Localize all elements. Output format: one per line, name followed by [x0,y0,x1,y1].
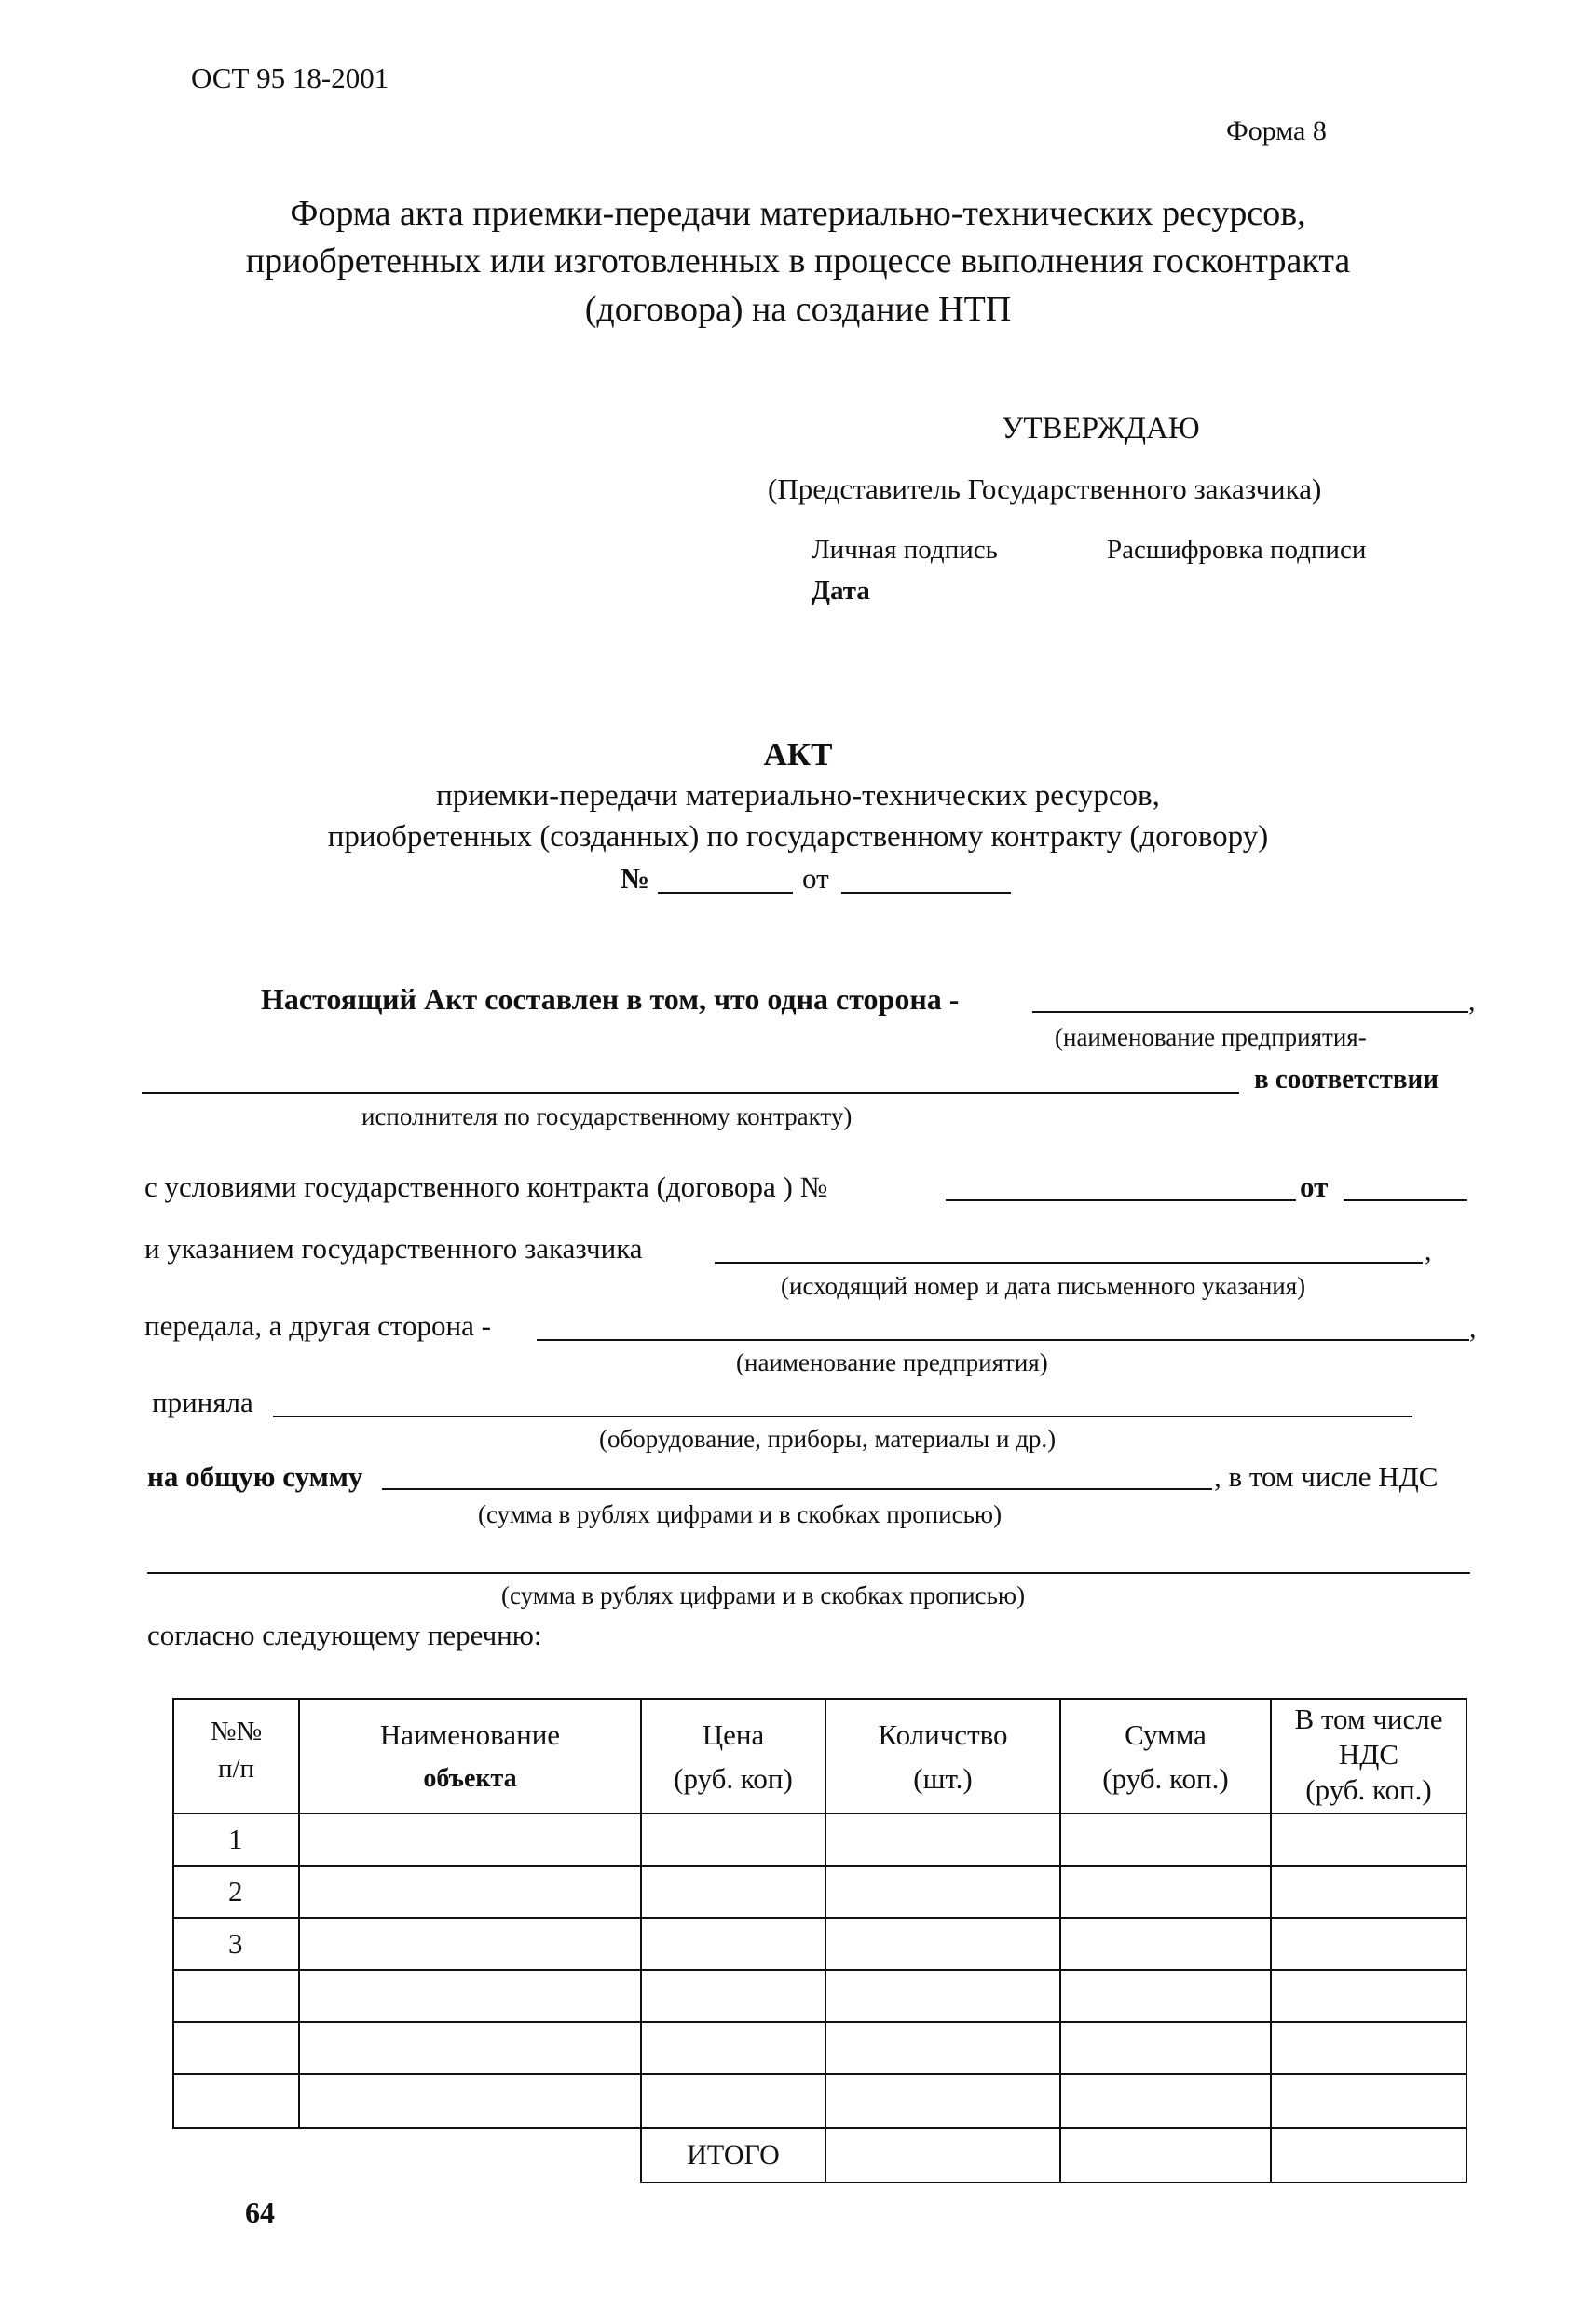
executor-name-caption: (наименование предприятия- [1055,1023,1367,1051]
row-sum-cell[interactable] [1060,1866,1271,1918]
form-title-line-1: Форма акта приемки-передачи материально-технических ресурсов, [290,194,1306,233]
row-qty-cell[interactable] [825,2074,1060,2128]
total-sum-cell[interactable] [1060,2128,1271,2182]
col-header-number: №№ п/п [173,1699,299,1813]
row-price-cell[interactable] [641,2074,825,2128]
customer-instruction-field[interactable] [715,1262,1423,1264]
executor-name-field[interactable] [1032,1011,1468,1013]
body-line-5: передала, а другая сторона - [144,1309,491,1342]
row-name-cell[interactable] [299,1866,641,1918]
table-header-row [173,1699,1466,1813]
row-sum-cell[interactable] [1060,2074,1271,2128]
act-number-label: № [621,862,650,895]
body-line-7-suffix: , в том числе НДС [1214,1460,1439,1493]
approval-signature: Личная подпись [812,535,998,565]
row-number: 3 [173,1918,299,1970]
table-row [173,1918,1466,1970]
table-row [173,1866,1466,1918]
comma: , [1469,1313,1477,1344]
row-name-cell[interactable] [299,1813,641,1866]
body-line-3: с условиями государственного контракта (договора ) № [144,1170,828,1203]
items-table [172,1698,1467,2183]
blank-cell [173,2128,299,2182]
row-price-cell[interactable] [641,1918,825,1970]
act-number-field[interactable] [658,892,793,894]
act-date-field[interactable] [841,892,1011,894]
row-name-cell[interactable] [299,1918,641,1970]
act-subtitle-1: приемки-передачи материально-технических ресурсов, [436,779,1160,813]
col-header-vat: В том числе НДС (руб. коп.) [1271,1699,1466,1813]
body-line-1: Настоящий Акт составлен в том, что одна сторона - [261,982,960,1016]
row-qty-cell[interactable] [825,1813,1060,1866]
total-qty-cell[interactable] [825,2128,1060,2182]
executor-caption-cont: исполнителя по государственному контракту) [361,1102,853,1130]
body-line-3-from: от [1300,1170,1329,1203]
approval-heading: УТВЕРЖДАЮ [1002,412,1200,445]
receiver-name-caption: (наименование предприятия) [736,1348,1048,1376]
row-vat-cell[interactable] [1271,2022,1466,2074]
body-line-6: приняла [152,1386,253,1418]
table-row [173,2022,1466,2074]
body-line-2-suffix: в соответствии [1254,1064,1439,1094]
row-price-cell[interactable] [641,1813,825,1866]
row-vat-cell[interactable] [1271,1918,1466,1970]
form-number: Форма 8 [1226,116,1327,146]
row-vat-cell[interactable] [1271,1970,1466,2022]
received-items-field[interactable] [273,1416,1412,1417]
row-number: 1 [173,1813,299,1866]
col-header-sum: Сумма (руб. коп.) [1060,1699,1271,1813]
row-qty-cell[interactable] [825,2022,1060,2074]
row-qty-cell[interactable] [825,1866,1060,1918]
act-subtitle-2: приобретенных (созданных) по государственному контракту (договору) [327,820,1269,854]
row-vat-cell[interactable] [1271,2074,1466,2128]
customer-instruction-caption: (исходящий номер и дата письменного указания) [781,1272,1306,1300]
vat-sum-field[interactable] [147,1572,1470,1574]
comma: , [1468,986,1476,1017]
table-row [173,1970,1466,2022]
row-sum-cell[interactable] [1060,1970,1271,2022]
row-name-cell[interactable] [299,1970,641,2022]
row-vat-cell[interactable] [1271,1813,1466,1866]
row-sum-cell[interactable] [1060,1813,1271,1866]
row-price-cell[interactable] [641,1866,825,1918]
row-price-cell[interactable] [641,2022,825,2074]
page-number: 64 [245,2196,275,2229]
contract-date-field[interactable] [1344,1199,1467,1201]
row-number [173,2022,299,2074]
approval-signature-decode: Расшифровка подписи [1107,535,1367,565]
total-sum-field[interactable] [382,1488,1212,1490]
contract-number-field[interactable] [946,1199,1296,1201]
receiver-name-field[interactable] [537,1339,1469,1341]
act-title: АКТ [763,736,833,773]
row-number [173,2074,299,2128]
row-number: 2 [173,1866,299,1918]
act-from-label: от [802,862,829,895]
row-name-cell[interactable] [299,2074,641,2128]
row-sum-cell[interactable] [1060,2022,1271,2074]
row-qty-cell[interactable] [825,1918,1060,1970]
row-sum-cell[interactable] [1060,1918,1271,1970]
row-name-cell[interactable] [299,2022,641,2074]
table-row [173,2074,1466,2128]
body-line-9: согласно следующему перечню: [147,1619,542,1651]
standard-code: ОСТ 95 18-2001 [191,62,389,94]
approval-representative: (Представитель Государственного заказчика) [768,472,1322,505]
form-title-line-3: (договора) на создание НТП [584,290,1012,329]
row-qty-cell[interactable] [825,1970,1060,2022]
total-vat-cell[interactable] [1271,2128,1466,2182]
col-header-qty: Количство (шт.) [825,1699,1060,1813]
body-line-4: и указанием государственного заказчика [144,1232,643,1265]
body-line-7: на общую сумму [147,1460,363,1493]
comma: , [1425,1236,1432,1266]
approval-date: Дата [812,576,870,606]
row-number [173,1970,299,2022]
form-title-line-2: приобретенных или изготовленных в процессе выполнения госконтракта [245,241,1351,280]
col-header-price: Цена (руб. коп) [641,1699,825,1813]
executor-name-field-cont[interactable] [142,1092,1239,1094]
vat-sum-caption: (сумма в рублях цифрами и в скобках прописью) [501,1581,1026,1609]
row-price-cell[interactable] [641,1970,825,2022]
table-total-row [173,2128,1466,2182]
total-sum-caption: (сумма в рублях цифрами и в скобках прописью) [478,1500,1003,1528]
total-label: ИТОГО [641,2128,825,2182]
blank-cell [299,2128,641,2182]
received-items-caption: (оборудование, приборы, материалы и др.) [599,1425,1057,1453]
table-row [173,1813,1466,1866]
row-vat-cell[interactable] [1271,1866,1466,1918]
col-header-name: Наименование объекта [299,1699,641,1813]
